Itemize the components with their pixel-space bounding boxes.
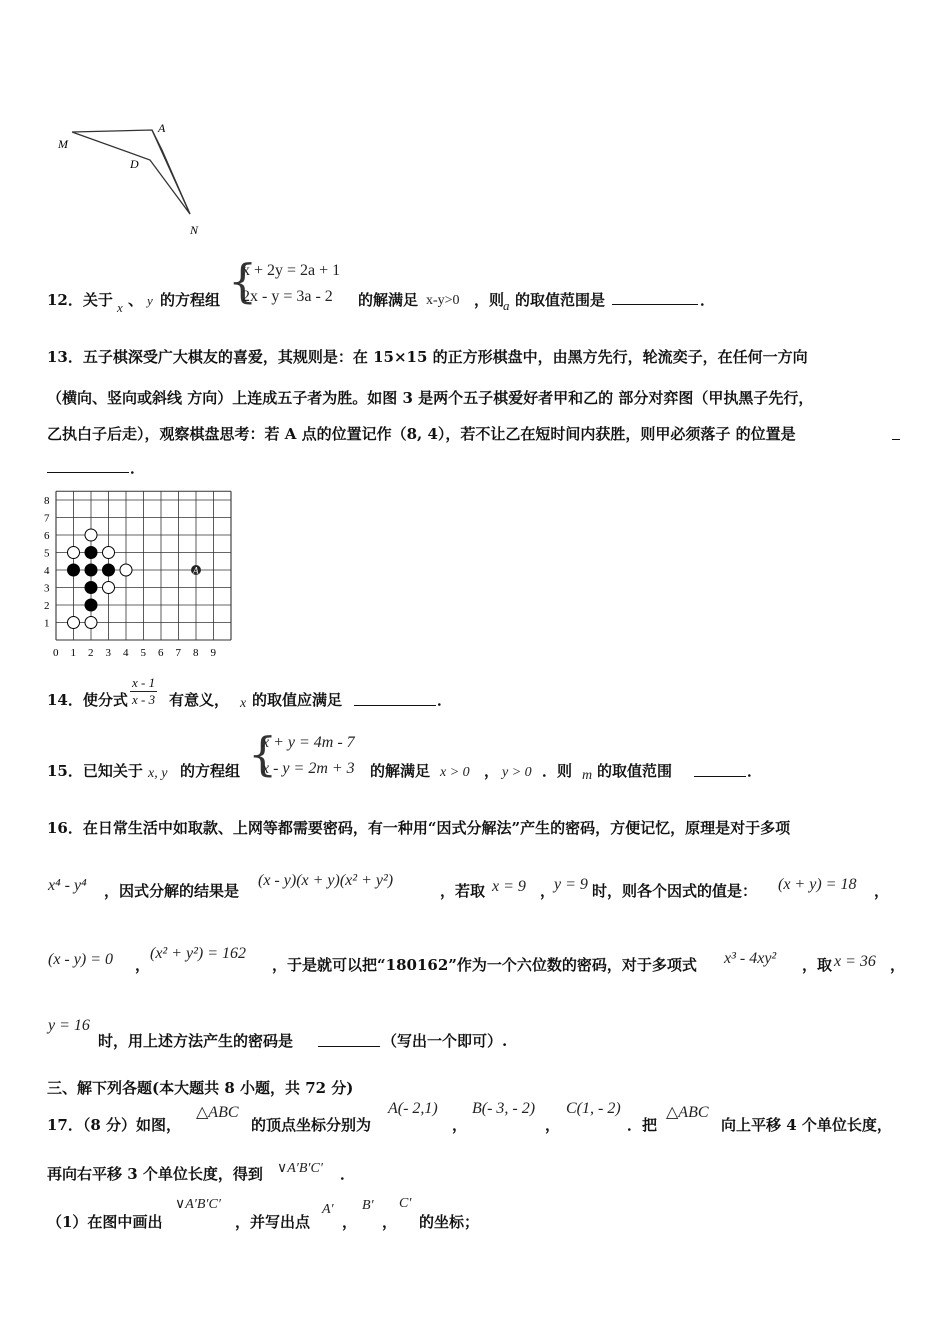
q16-expr7: (x² + y²) = 162 [150, 945, 247, 962]
q14-answer-blank[interactable] [354, 703, 436, 706]
y-tick-label: 4 [44, 565, 50, 577]
q14-end: ． [437, 691, 453, 709]
q15-cond1: x > 0 [440, 765, 470, 780]
q15-end: ． [747, 762, 763, 780]
white-stone [103, 582, 115, 594]
white-stone [120, 564, 132, 576]
q16-expr3: x = 9 [492, 878, 526, 895]
q17-point-c-prime: C′ [399, 1196, 412, 1211]
q16-t6: ， [135, 956, 151, 974]
q14-prefix: 14．使分式 [47, 691, 128, 709]
q17-c4: ， [382, 1213, 398, 1231]
point-a-label: A [193, 565, 199, 576]
q12-mid: 的方程组 [160, 291, 221, 309]
q16-answer-blank[interactable] [318, 1044, 380, 1047]
y-tick-label: 8 [44, 495, 50, 507]
x-tick-label: 3 [105, 647, 111, 659]
q13-end: ． [130, 459, 146, 477]
black-stone [85, 582, 97, 594]
q14-denominator: x - 3 [132, 692, 156, 707]
black-stone [85, 599, 97, 611]
q15-mid: 的方程组 [180, 762, 241, 780]
q16-expr10: y = 16 [48, 1017, 90, 1034]
q12-prefix: 12．关于 [47, 291, 113, 309]
q13-answer-blank-a[interactable] [892, 437, 900, 440]
x-tick-label: 4 [123, 647, 129, 659]
section-3-title: 三、解下列各题(本大题共 8 小题，共 72 分) [47, 1079, 354, 1097]
q17-t1: 的顶点坐标分别为 [251, 1116, 372, 1134]
q16-expr1: x⁴ - y⁴ [48, 877, 87, 894]
q12-var-a: a [503, 298, 510, 313]
q15-suffix: 的取值范围 [597, 762, 673, 780]
q17-c2: ， [545, 1116, 561, 1134]
black-stone [85, 547, 97, 559]
y-tick-label: 6 [44, 530, 50, 542]
q16-expr4: y = 9 [554, 876, 588, 893]
label-m: M [58, 137, 68, 151]
q14-var-x: x [240, 696, 247, 711]
q15-comma: ， [484, 762, 500, 780]
white-stone [85, 529, 97, 541]
q17-t2: ．把 [627, 1116, 658, 1134]
q17-point-b: B(- 3, - 2) [472, 1100, 536, 1117]
board-stones [68, 529, 202, 629]
q16-expr6: (x - y) = 0 [48, 951, 113, 968]
white-stone [103, 547, 115, 559]
q16-t10: 时，用上述方法产生的密码是 [98, 1032, 294, 1050]
q14-mid: 有意义， [169, 691, 230, 709]
q17-prefix: 17．（8 分）如图， [47, 1116, 182, 1134]
black-stone [103, 564, 115, 576]
q12-brace: { [228, 254, 258, 308]
x-tick-label: 0 [53, 647, 59, 659]
y-tick-label: 5 [44, 547, 50, 560]
q17-part1a: （1）在图中画出 [47, 1213, 163, 1231]
x-tick-label: 2 [88, 647, 94, 659]
q13-line3: 乙执白子后走），观察棋盘思考：若 A 点的位置记作（8, 4），若不让乙在短时间内获胜，则甲必须落子 的位置是 [47, 425, 796, 443]
geometry-figure [40, 110, 230, 240]
q16-t3: ， [540, 882, 556, 900]
q12-var-x: x [117, 300, 123, 315]
q15-answer-blank[interactable] [694, 774, 746, 777]
figure-lines [72, 130, 190, 214]
q17-triangle-4: ∨A′B′C′ [175, 1197, 221, 1212]
q15-cond2: y > 0 [502, 765, 532, 780]
q12-answer-blank[interactable] [612, 302, 698, 305]
q15-prefix: 15．已知关于 [47, 762, 143, 780]
white-stone [68, 547, 80, 559]
q12-suffix: 的取值范围是 [515, 291, 606, 309]
label-a: A [158, 121, 166, 135]
q15-var-m: m [582, 768, 593, 783]
q15-eq2: x - y = 2m + 3 [262, 760, 355, 777]
label-d: D [130, 157, 139, 171]
q16-t11: （写出一个即可）. [382, 1032, 508, 1050]
white-stone [85, 617, 97, 629]
board-grid [56, 491, 231, 640]
q16-expr5: (x + y) = 18 [778, 876, 857, 893]
q17-point-b-prime: B′ [362, 1198, 374, 1213]
q16-expr8: x³ - 4xy² [724, 950, 777, 967]
y-tick-label: 3 [44, 582, 50, 595]
x-tick-label: 5 [140, 647, 146, 659]
q14-fraction [130, 675, 157, 708]
q12-then: ，则 [474, 291, 505, 309]
x-tick-label: 1 [70, 647, 76, 659]
y-tick-label: 1 [44, 617, 50, 630]
q15-cond-pre: 的解满足 [370, 762, 431, 780]
go-board [30, 490, 250, 660]
q12-eq2: 2x - y = 3a - 2 [242, 288, 333, 305]
q12-cond: x-y>0 [426, 293, 460, 308]
q17-triangle-3: ∨A′B′C′ [277, 1161, 323, 1176]
board-labels [44, 495, 217, 659]
q15-eq1: x + y = 4m - 7 [262, 734, 355, 751]
q17-c3: ， [342, 1213, 358, 1231]
q16-t4: 时，则各个因式的值是： [592, 882, 758, 900]
q14-suffix: 的取值应满足 [252, 691, 343, 709]
q13-answer-blank-b[interactable] [47, 470, 129, 473]
q17-line2b: ． [340, 1165, 356, 1183]
y-tick-label: 7 [44, 512, 50, 525]
q17-triangle-2: △ABC [666, 1104, 709, 1121]
q13-line1: 13．五子棋深受广大棋友的喜爱，其规则是：在 15×15 的正方形棋盘中，由黑方先行，轮流奕子，在任何一方向 [47, 348, 808, 366]
white-stone [68, 617, 80, 629]
q12-var-y: y [147, 293, 153, 308]
q17-point-c: C(1, - 2) [566, 1100, 621, 1117]
x-tick-label: 6 [158, 647, 164, 659]
q14-numerator: x - 1 [132, 675, 156, 690]
q17-c1: ， [452, 1116, 468, 1134]
q17-triangle: △ABC [196, 1104, 239, 1121]
q16-t9: ， [890, 956, 906, 974]
q16-expr2: (x - y)(x + y)(x² + y²) [258, 872, 394, 889]
q16-t5: ， [874, 882, 890, 900]
q16-t8: ，取 [802, 956, 833, 974]
q16-expr9: x = 36 [834, 953, 876, 970]
x-tick-label: 7 [175, 647, 181, 659]
x-tick-label: 9 [210, 647, 216, 659]
q16-t7: ，于是就可以把“180162”作为一个六位数的密码，对于多项式 [272, 956, 697, 974]
q15-brace: { [248, 727, 278, 781]
q15-then: ．则 [542, 762, 573, 780]
figure-line-an [152, 130, 190, 214]
q12-cond-pre: 的解满足 [358, 291, 419, 309]
q12-eq1: x + 2y = 2a + 1 [242, 262, 341, 279]
q12-sep: 、 [128, 291, 144, 309]
q15-vars: x, y [148, 766, 168, 781]
q16-t1: ，因式分解的结果是 [104, 882, 240, 900]
q17-t3: 向上平移 4 个单位长度， [721, 1116, 892, 1134]
black-stone [85, 564, 97, 576]
q17-point-a-prime: A′ [322, 1202, 334, 1217]
label-n: N [190, 223, 199, 237]
q17-point-a: A(- 2,1) [388, 1100, 438, 1117]
q13-line2: （横向、竖向或斜线 方向）上连成五子者为胜。如图 3 是两个五子棋爱好者甲和乙的 部分对弈图（甲执黑子先行， [47, 389, 814, 407]
q12-end: ． [700, 291, 716, 309]
x-tick-label: 8 [193, 647, 199, 659]
q17-line2a: 再向右平移 3 个单位长度，得到 [47, 1165, 263, 1183]
q17-part1b: ，并写出点 [235, 1213, 311, 1231]
q17-part1c: 的坐标； [419, 1213, 480, 1231]
q16-line1: 16．在日常生活中如取款、上网等都需要密码，有一种用“因式分解法”产生的密码，方便记忆，原理是对于多项 [47, 819, 791, 837]
y-tick-label: 2 [44, 600, 50, 612]
black-stone [68, 564, 80, 576]
q16-t2: ，若取 [440, 882, 486, 900]
